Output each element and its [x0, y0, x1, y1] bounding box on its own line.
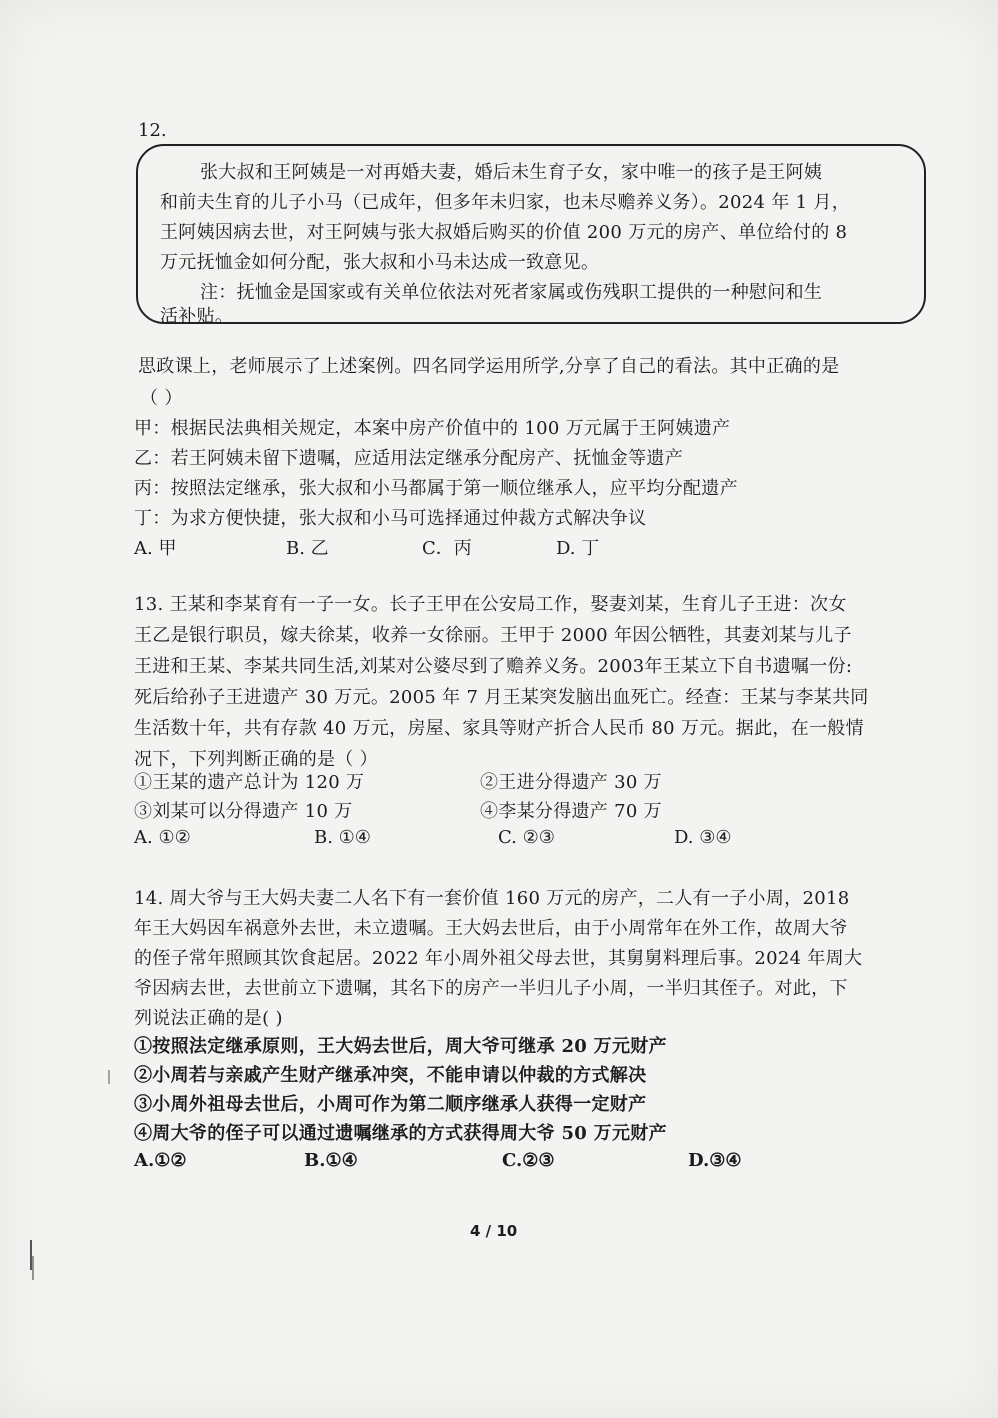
page-number: 4 / 10 — [470, 1222, 518, 1240]
q12-option-d: D. 丁 — [556, 538, 600, 559]
q13-option-b: B. ①④ — [314, 827, 371, 848]
q13-statement-3: ③刘某可以分得遗产 10 万 — [134, 801, 353, 822]
q12-statement-bing: 丙：按照法定继承，张大叔和小马都属于第一顺位继承人，应平均分配遗产 — [134, 478, 738, 499]
q13-option-d: D. ③④ — [674, 827, 732, 848]
q14-option-b: B.①④ — [304, 1150, 358, 1171]
q12-statement-yi: 乙：若王阿姨未留下遗嘱，应适用法定继承分配房产、抚恤金等遗产 — [134, 448, 683, 469]
q12-option-b: B. 乙 — [286, 538, 329, 559]
q12-number: 12. — [138, 120, 167, 141]
q12-statement-jia: 甲：根据民法典相关规定，本案中房产价值中的 100 万元属于王阿姨遗产 — [134, 418, 731, 439]
q14-option-d: D.③④ — [688, 1150, 742, 1171]
q13-stem-line: 13. 王某和李某育有一子一女。长子王甲在公安局工作，娶妻刘某，生育儿子王进：次女 — [134, 594, 847, 615]
q14-statement-2: ②小周若与亲戚产生财产继承冲突，不能申请以仲裁的方式解决 — [134, 1065, 647, 1086]
scan-mark — [32, 1256, 34, 1280]
scan-mark — [108, 1070, 110, 1084]
q13-stem-line: 王进和王某、李某共同生活,刘某对公婆尽到了赡养义务。2003年王某立下自书遗嘱一份: — [134, 656, 853, 677]
q13-option-a: A. ①② — [134, 827, 191, 848]
q14-stem-line: 年王大妈因车祸意外去世，未立遗嘱。王大妈去世后，由于小周常年在外工作，故周大爷 — [134, 918, 848, 939]
q13-stem-line: 况下，下列判断正确的是（ ） — [134, 749, 378, 770]
q13-stem-line: 王乙是银行职员，嫁夫徐某，收养一女徐丽。王甲于 2000 年因公牺牲，其妻刘某与儿子 — [134, 625, 852, 646]
q12-stem: 思政课上，老师展示了上述案例。四名同学运用所学,分享了自己的看法。其中正确的是 — [138, 356, 840, 377]
q12-case-line: 万元抚恤金如何分配，张大叔和小马未达成一致意见。 — [160, 252, 600, 273]
q12-case-line: 王阿姨因病去世，对王阿姨与张大叔婚后购买的价值 200 万元的房产、单位给付的 8 — [160, 222, 848, 243]
q12-option-c: C．丙 — [422, 538, 472, 559]
q14-stem-line: 爷因病去世，去世前立下遗嘱，其名下的房产一半归儿子小周，一半归其侄子。对此，下 — [134, 978, 848, 999]
q13-statement-4: ④李某分得遗产 70 万 — [480, 801, 662, 822]
q13-statement-1: ①王某的遗产总计为 120 万 — [134, 772, 365, 793]
q12-statement-ding: 丁：为求方便快捷，张大叔和小马可选择通过仲裁方式解决争议 — [134, 508, 647, 529]
q13-option-c: C. ②③ — [498, 827, 555, 848]
q14-stem-line: 的侄子常年照顾其饮食起居。2022 年小周外祖父母去世，其舅舅料理后事。2024 年周大 — [134, 948, 863, 969]
q14-stem-line: 列说法正确的是( ) — [134, 1008, 283, 1029]
q12-note-line: 注：抚恤金是国家或有关单位依法对死者家属或伤残职工提供的一种慰问和生 — [200, 282, 823, 303]
q13-stem-line: 死后给孙子王进遗产 30 万元。2005 年 7 月王某突发脑出血死亡。经查：王某与李某共同 — [134, 687, 869, 708]
q12-case-box — [136, 144, 926, 327]
q14-statement-3: ③小周外祖母去世后，小周可作为第二顺序继承人获得一定财产 — [134, 1094, 647, 1115]
q14-statement-1: ①按照法定继承原则，王大妈去世后，周大爷可继承 20 万元财产 — [134, 1036, 667, 1057]
q12-note-line: 活补贴。 — [160, 306, 234, 327]
q13-statement-2: ②王进分得遗产 30 万 — [480, 772, 662, 793]
q14-option-c: C.②③ — [502, 1150, 555, 1171]
q12-case-line: 张大叔和王阿姨是一对再婚夫妻，婚后未生育子女，家中唯一的孩子是王阿姨 — [200, 162, 823, 183]
q12-case-line: 和前夫生育的儿子小马（已成年，但多年未归家，也未尽赡养义务）。2024 年 1 月， — [160, 192, 851, 213]
q14-stem-line: 14. 周大爷与王大妈夫妻二人名下有一套价值 160 万元的房产，二人有一子小周，2018 — [134, 888, 850, 909]
q12-answer-bracket: （ ） — [140, 388, 183, 409]
q14-option-a: A.①② — [134, 1150, 187, 1171]
q14-statement-4: ④周大爷的侄子可以通过遗嘱继承的方式获得周大爷 50 万元财产 — [134, 1123, 667, 1144]
q13-stem-line: 生活数十年，共有存款 40 万元，房屋、家具等财产折合人民币 80 万元。据此，在一般情 — [134, 718, 864, 739]
q12-option-a: A. 甲 — [134, 538, 177, 559]
